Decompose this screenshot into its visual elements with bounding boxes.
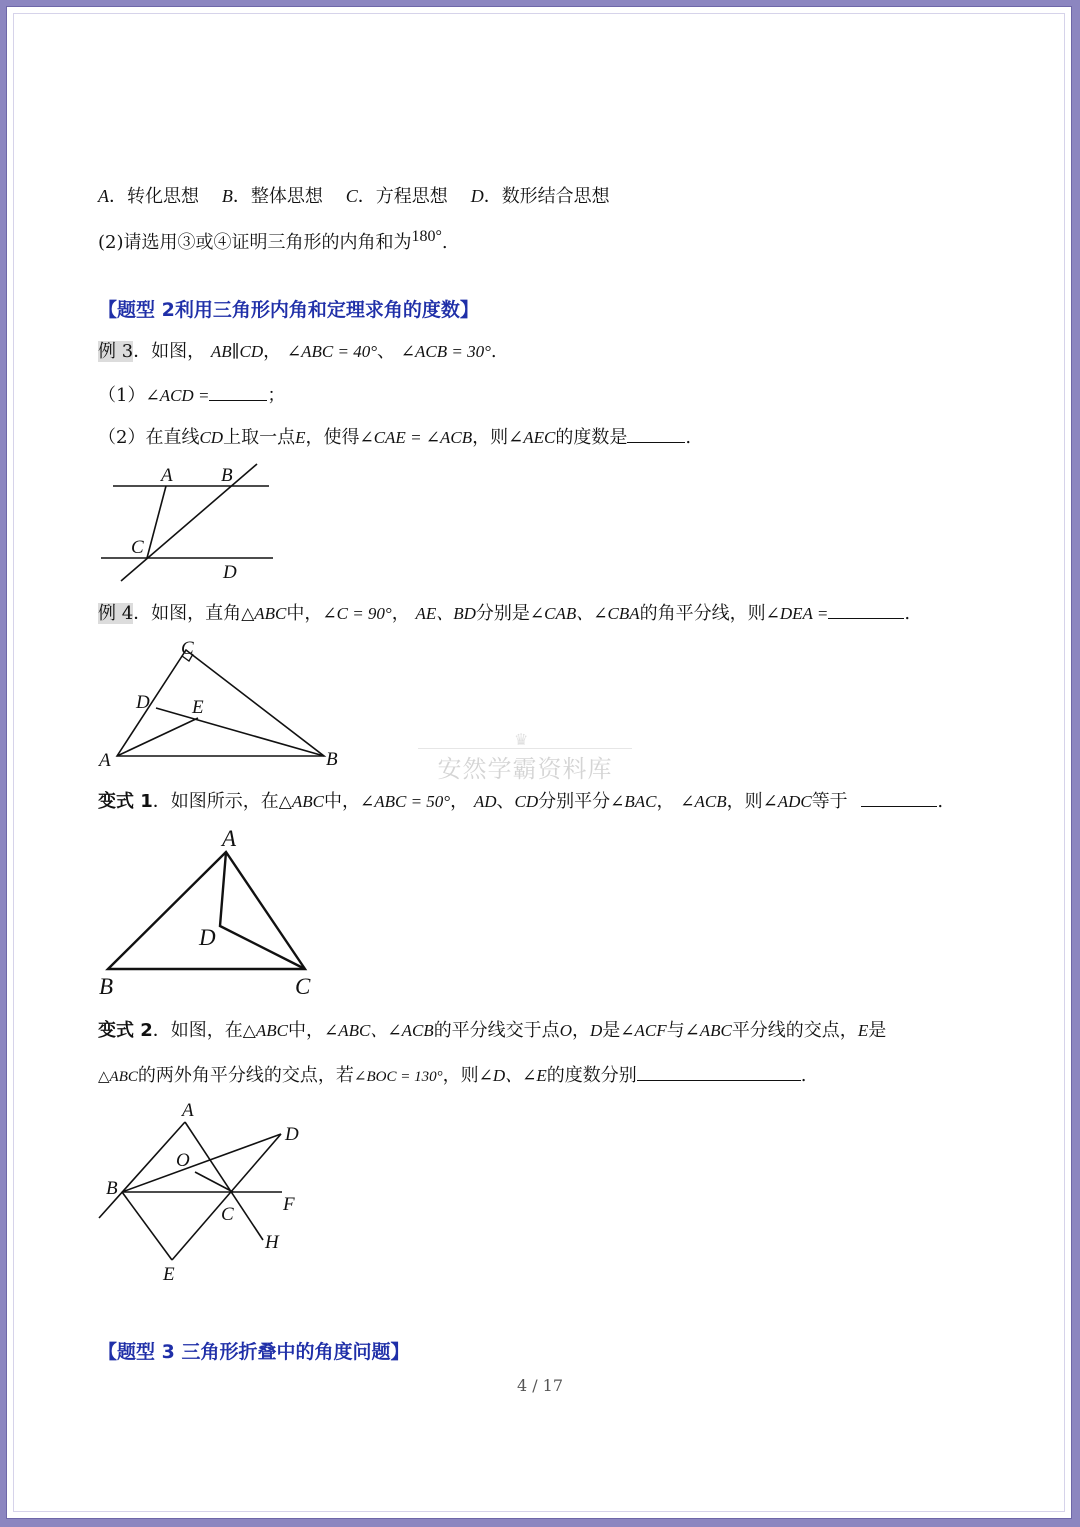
variant-2-tri: △ABC: [242, 1021, 288, 1040]
part2-e: E: [295, 428, 306, 447]
variant-2-line-1: 变式 2．如图，在△ABC中，∠ABC、∠ACB的平分线交于点O，D是∠ACF与∠ABC平分线的交点，E是: [98, 1020, 887, 1041]
part2-cd: CD: [199, 428, 224, 447]
example-3-cond2: ∠ABC = 40°: [286, 342, 378, 361]
variant-2-de: ∠D、∠E: [478, 1066, 547, 1085]
variant-2-abc: ABC: [699, 1021, 732, 1040]
section-heading-2: 【题型 2利用三角形内角和定理求角的度数】: [98, 299, 479, 321]
example-4-expr: ∠DEA =: [765, 604, 829, 623]
variant-2-label: 变式 2: [98, 1020, 153, 1041]
example-3-label: 例 3: [98, 341, 134, 362]
label-e: E: [192, 697, 204, 718]
variant-1-line: 变式 1．如图所示，在△ABC中，∠ABC = 50°， AD、CD分别平分∠BAC， ∠ACB，则∠ADC等于 .: [98, 788, 943, 815]
variant-2-angles: ∠ABC、∠ACB: [323, 1021, 434, 1040]
option-b-text: 整体思想: [250, 186, 323, 207]
figure-variant-2: [95, 1098, 325, 1288]
part2-expr: ∠CAE = ∠ACB: [359, 428, 473, 447]
part2-mid: 上取一点: [223, 427, 296, 448]
example-4-cond1: ∠C = 90°: [322, 604, 392, 623]
label-o: O: [176, 1150, 190, 1171]
variant-1-end2: 等于: [811, 791, 848, 812]
example-3-intro: ．如图，: [133, 341, 206, 362]
variant-2-line2-a: 的两外角平分线的交点，若: [137, 1065, 354, 1086]
answer-blank[interactable]: [861, 788, 937, 807]
label-b: B: [221, 465, 233, 486]
label-d: D: [199, 925, 216, 950]
variant-2-acf: ∠ACF: [620, 1021, 667, 1040]
label-d: D: [285, 1124, 299, 1145]
example-4-mid2: 分别是: [475, 603, 530, 624]
variant-2-line-2: △ABC的两外角平分线的交点，若∠BOC = 130°，则∠D、∠E的度数分别 .: [98, 1062, 806, 1090]
variant-1-cond3: CD: [514, 792, 539, 811]
label-c: C: [221, 1204, 234, 1225]
label-e: E: [163, 1264, 175, 1285]
label-c: C: [131, 537, 144, 558]
variant-1-label: 变式 1: [98, 791, 153, 812]
example-4-mid: 中，: [286, 603, 323, 624]
variant-1-adc: ADC: [777, 792, 812, 811]
watermark: 安然学霸资料库: [418, 748, 632, 784]
label-d: D: [223, 562, 237, 583]
variant-2-mid3: 是: [602, 1020, 621, 1041]
label-b: B: [99, 974, 114, 999]
answer-blank[interactable]: [209, 382, 267, 401]
part2-mid2: ，使得: [305, 427, 360, 448]
option-c-label: C: [345, 186, 358, 206]
example-3-line: 例 3．如图， AB∥CD， ∠ABC = 40°、 ∠ACB = 30°.: [98, 341, 497, 362]
variant-1-end: ，则∠: [726, 791, 778, 812]
example-3-cond3: ∠ACB = 30°: [400, 342, 491, 361]
part2-mid3: ，则∠: [472, 427, 524, 448]
example-3-cond1: AB∥CD: [210, 342, 264, 361]
variant-2-line2-tri: △ABC: [98, 1069, 138, 1085]
variant-1-sep: 、: [496, 791, 515, 812]
variant-2-boc: ∠BOC = 130°: [353, 1069, 443, 1085]
variant-2-o: O: [559, 1021, 572, 1040]
variant-2-line2-b: ，则: [442, 1065, 479, 1086]
part1-expr: ∠ACD =: [145, 386, 210, 405]
variant-2-mid2: 的平分线交于点: [433, 1020, 560, 1041]
label-b: B: [326, 749, 338, 770]
variant-1-cond2: AD: [473, 792, 497, 811]
question-2-line: (2)请选用③或④证明三角形的内角和为$^{180^\circ}$.: [98, 228, 448, 253]
variant-2-d: D: [589, 1021, 603, 1040]
part1-prefix: （1）: [98, 385, 146, 406]
label-a: A: [222, 826, 237, 851]
label-a: A: [161, 465, 173, 486]
variant-1-cond5: ∠ACB: [680, 792, 727, 811]
example-4-tri: △ABC: [241, 604, 287, 623]
example-4-end: 的角平分线，则: [639, 603, 766, 624]
question-2-text: (2)请选用③或④证明三角形的内角和为: [98, 232, 412, 253]
watermark-crown-icon: ♛: [514, 730, 529, 749]
variant-1-cond4: ∠BAC: [610, 792, 657, 811]
variant-2-mid5: 平分线的交点，: [731, 1020, 858, 1041]
example-3-part1: （1）∠ACD = ；: [98, 382, 285, 409]
variant-1-tri: △ABC: [278, 792, 324, 811]
variant-1-mid2: 分别平分: [538, 791, 611, 812]
label-d: D: [136, 692, 150, 713]
option-d-label: D: [470, 186, 484, 206]
variant-1-intro: ．如图所示，在: [152, 791, 279, 812]
answer-blank[interactable]: [627, 424, 685, 443]
part2-aec: AEC: [523, 428, 556, 447]
variant-2-e: E: [857, 1021, 869, 1040]
options-line: A．转化思想 B．整体思想 C．方程思想 D．数形结合思想: [98, 186, 610, 207]
variant-2-mid4: 与∠: [666, 1020, 700, 1041]
part2-end: 的度数是: [555, 427, 628, 448]
label-a: A: [99, 750, 111, 771]
figure-example-3: [95, 458, 285, 588]
example-4-line: 例 4．如图，直角△ABC中，∠C = 90°， AE、BD分别是∠CAB、∠CBA的角平分线，则∠DEA = .: [98, 600, 910, 627]
variant-2-line2-c: 的度数分别: [546, 1065, 637, 1086]
option-b-label: B: [221, 186, 233, 206]
option-a-text: 转化思想: [127, 186, 199, 207]
example-4-cond3: ∠CAB、∠CBA: [529, 604, 640, 623]
example-3-part2: （2）在直线CD上取一点E，使得∠CAE = ∠ACB，则∠AEC的度数是 .: [98, 424, 691, 451]
label-c: C: [295, 974, 311, 999]
figure-example-4: [95, 636, 355, 774]
label-f: F: [283, 1194, 295, 1215]
example-4-intro: ．如图，直角: [133, 603, 242, 624]
example-4-label: 例 4: [98, 603, 134, 624]
question-2-value: 180°: [411, 228, 442, 245]
section-heading-3: 【题型 3 三角形折叠中的角度问题】: [98, 1341, 410, 1363]
option-d-text: 数形结合思想: [501, 186, 610, 207]
label-b: B: [106, 1178, 118, 1199]
label-c: C: [181, 638, 194, 659]
variant-2-intro: ．如图，在: [152, 1020, 243, 1041]
option-c-text: 方程思想: [375, 186, 448, 207]
example-4-cond2: AE、BD: [415, 604, 476, 623]
page-number: 4 / 17: [516, 1376, 564, 1395]
part2-prefix: （2）在直线: [98, 427, 200, 448]
option-a-label: A: [98, 186, 109, 206]
variant-1-mid: 中，: [323, 791, 360, 812]
variant-2-mid: 中，: [287, 1020, 324, 1041]
figure-variant-1: [95, 826, 335, 1002]
variant-2-mid6: 是: [868, 1020, 887, 1041]
answer-blank[interactable]: [637, 1062, 801, 1081]
variant-1-cond1: ∠ABC = 50°: [359, 792, 451, 811]
answer-blank[interactable]: [828, 600, 904, 619]
label-a: A: [182, 1100, 194, 1121]
label-h: H: [265, 1232, 279, 1253]
